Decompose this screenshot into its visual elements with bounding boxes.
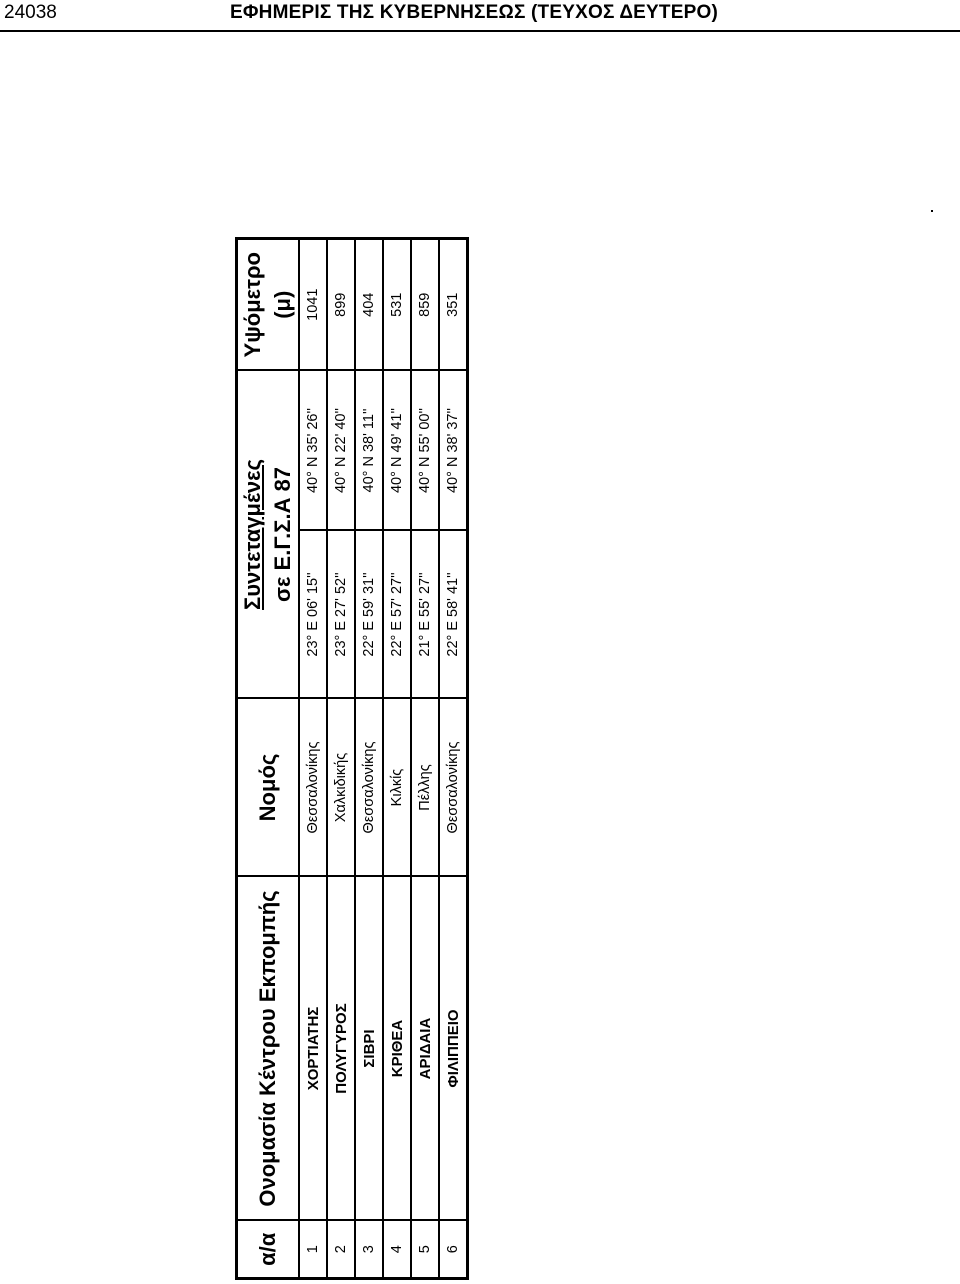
cell-aa: 5	[411, 1221, 439, 1279]
table-body	[299, 238, 468, 1278]
cell-prefecture: Θεσσαλονίκης	[355, 699, 383, 877]
table-row	[299, 238, 327, 1278]
cell-latitude: 40° Ν 38' 11''	[355, 370, 383, 530]
cell-altitude: 531	[383, 238, 411, 370]
cell-aa: 2	[327, 1221, 355, 1279]
cell-aa: 6	[439, 1221, 468, 1279]
cell-name: ΦΙΛΙΠΠΕΙΟ	[439, 877, 468, 1221]
cell-aa: 1	[299, 1221, 327, 1279]
rotated-table	[235, 240, 462, 1280]
column-header-coords-sub: σε Ε.Γ.Σ.Α 87	[268, 370, 299, 698]
column-header-prefecture: Νομός	[237, 699, 300, 877]
cell-name: ΑΡΙΔΑΙΑ	[411, 877, 439, 1221]
transmitter-table	[235, 237, 469, 1280]
column-header-aa: α/α	[237, 1221, 300, 1279]
cell-name: ΣΙΒΡΙ	[355, 877, 383, 1221]
coords-title: Συντεταγμένες	[240, 459, 265, 610]
cell-longitude: 22° Ε 58' 41''	[439, 531, 468, 699]
cell-latitude: 40° Ν 55' 00''	[411, 370, 439, 530]
cell-aa: 3	[355, 1221, 383, 1279]
cell-name: ΧΟΡΤΙΑΤΗΣ	[299, 877, 327, 1221]
cell-latitude: 40° Ν 35' 26''	[299, 370, 327, 530]
table-row	[383, 238, 411, 1278]
cell-name: ΚΡΙΘΕΑ	[383, 877, 411, 1221]
cell-longitude: 22° Ε 57' 27''	[383, 531, 411, 699]
column-header-coords	[237, 370, 269, 698]
table-row	[327, 238, 355, 1278]
table-row	[355, 238, 383, 1278]
cell-latitude: 40° Ν 22' 40''	[327, 370, 355, 530]
gazette-title: ΕΦΗΜΕΡΙΣ ΤΗΣ ΚΥΒΕΡΝΗΣΕΩΣ (ΤΕΥΧΟΣ ΔΕΥΤΕΡΟ)	[230, 2, 718, 23]
column-header-altitude-unit: (μ)	[268, 238, 299, 370]
cell-latitude: 40° Ν 49' 41''	[383, 370, 411, 530]
cell-prefecture: Θεσσαλονίκης	[299, 699, 327, 877]
cell-longitude: 23° Ε 06' 15''	[299, 531, 327, 699]
cell-aa: 4	[383, 1221, 411, 1279]
cell-altitude: 1041	[299, 238, 327, 370]
cell-prefecture: Χαλκιδικής	[327, 699, 355, 877]
header-rule	[0, 30, 960, 32]
cell-name: ΠΟΛΥΓΥΡΟΣ	[327, 877, 355, 1221]
page-header	[0, 0, 960, 34]
cell-prefecture: Πέλλης	[411, 699, 439, 877]
column-header-altitude: Υψόμετρο	[237, 238, 269, 370]
stray-dot	[931, 210, 933, 212]
cell-latitude: 40° Ν 38' 37''	[439, 370, 468, 530]
column-header-name: Ονομασία Κέντρου Εκπομπής	[237, 877, 300, 1221]
cell-prefecture: Κιλκίς	[383, 699, 411, 877]
cell-altitude: 351	[439, 238, 468, 370]
cell-altitude: 404	[355, 238, 383, 370]
cell-longitude: 21° Ε 55' 27''	[411, 531, 439, 699]
table-row	[411, 238, 439, 1278]
cell-altitude: 899	[327, 238, 355, 370]
cell-longitude: 23° Ε 27' 52''	[327, 531, 355, 699]
cell-prefecture: Θεσσαλονίκης	[439, 699, 468, 877]
cell-longitude: 22° Ε 59' 31''	[355, 531, 383, 699]
table-row	[439, 238, 468, 1278]
cell-altitude: 859	[411, 238, 439, 370]
page-number: 24038	[4, 2, 57, 23]
